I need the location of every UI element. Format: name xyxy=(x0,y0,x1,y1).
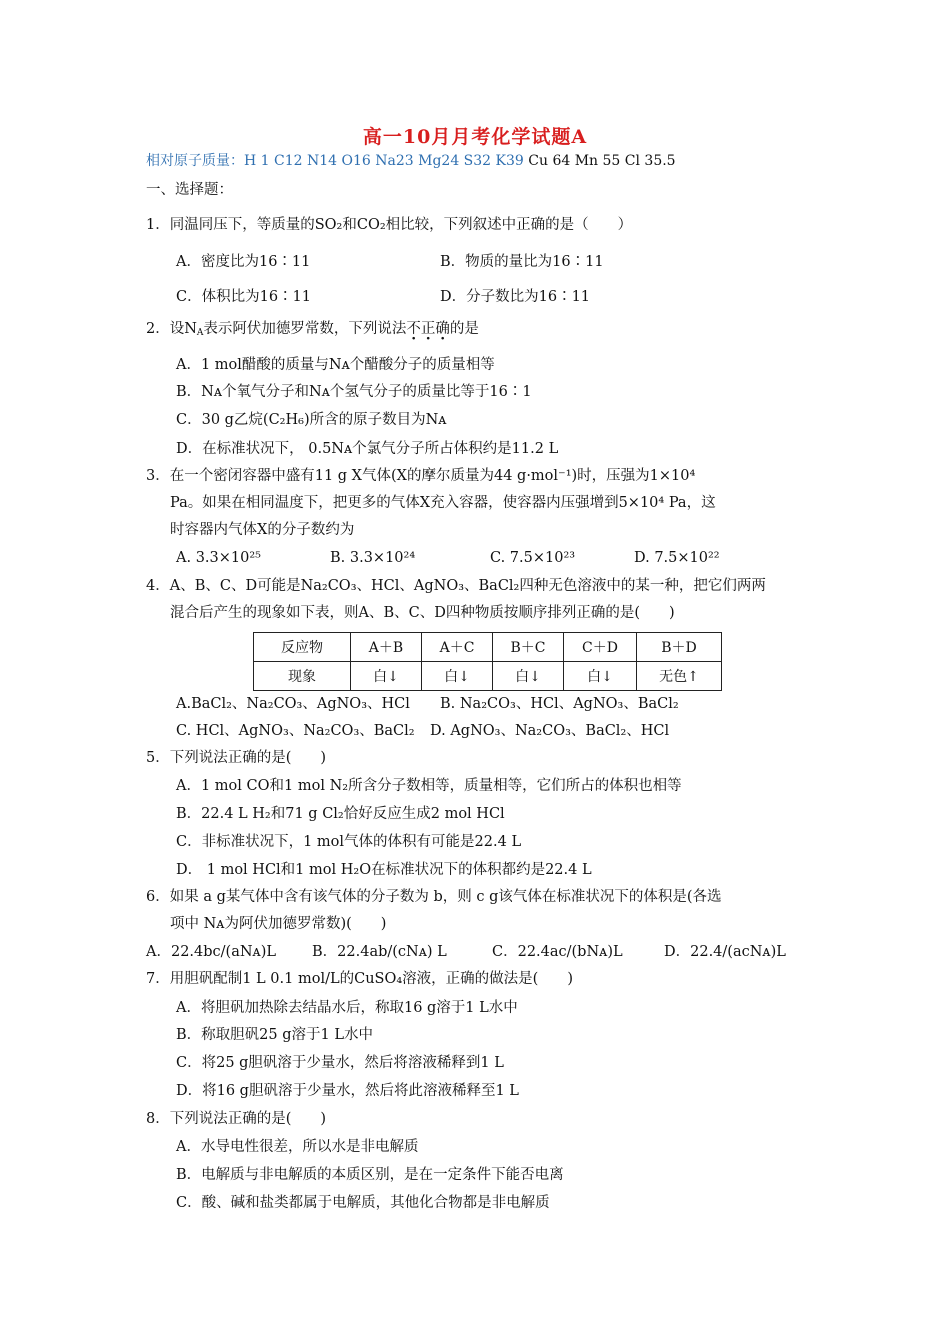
q7-option-a: A．将胆矾加热除去结晶水后，称取16 g溶于1 L水中 xyxy=(176,1000,518,1016)
q2-option-c: C．30 g乙烷(C₂H₆)所含的原子数目为Nᴀ xyxy=(176,412,447,428)
table-cell: 白↓ xyxy=(493,662,564,691)
table-cell: 现象 xyxy=(254,662,351,691)
q7-option-c: C．将25 g胆矾溶于少量水，然后将溶液稀释到1 L xyxy=(176,1055,504,1071)
q3-line1: 3．在一个密闭容器中盛有11 g X气体(X的摩尔质量为44 g·mol⁻¹)时，压强为1×10⁴ xyxy=(146,468,696,484)
table-cell: B＋C xyxy=(493,633,564,662)
table-cell: 白↓ xyxy=(351,662,422,691)
q8-stem: 8．下列说法正确的是( ) xyxy=(146,1111,327,1127)
q1-option-d: D．分子数比为16∶11 xyxy=(440,289,591,305)
q6-option-c: C．22.4ac/(bNᴀ)L xyxy=(492,944,623,960)
q7-option-d: D．将16 g胆矾溶于少量水，然后将此溶液稀释至1 L xyxy=(176,1083,519,1099)
section-heading: 一、选择题： xyxy=(146,182,233,198)
q2-stem-mid: 表示阿伏加德罗常数，下列说法 xyxy=(203,321,407,337)
q8-option-a: A．水导电性很差，所以水是非电解质 xyxy=(176,1139,419,1155)
q2-emphasis-3: 确 xyxy=(435,321,450,337)
q1-option-b: B．物质的量比为16∶11 xyxy=(440,254,604,270)
q1-option-a: A．密度比为16∶11 xyxy=(176,254,311,270)
q2-option-a: A．1 mol醋酸的质量与Nᴀ个醋酸分子的质量相等 xyxy=(176,357,495,373)
q5-option-c: C．非标准状况下，1 mol气体的体积有可能是22.4 L xyxy=(176,834,522,850)
q7-stem: 7．用胆矾配制1 L 0.1 mol/L的CuSO₄溶液，正确的做法是( ) xyxy=(146,971,573,987)
q2-emphasis-1: 不 xyxy=(406,321,421,337)
q1-option-c: C．体积比为16∶11 xyxy=(176,289,311,305)
table-cell: 反应物 xyxy=(254,633,351,662)
q5-option-a: A．1 mol CO和1 mol N₂所含分子数相等，质量相等，它们所占的体积也相等 xyxy=(176,778,682,794)
q4-line1: 4．A、B、C、D可能是Na₂CO₃、HCl、AgNO₃、BaCl₂四种无色溶液中的某一种，把它们两两 xyxy=(146,578,766,594)
table-cell: A＋B xyxy=(351,633,422,662)
q6-option-d: D．22.4/(acNᴀ)L xyxy=(664,944,786,960)
q3-option-c: C. 7.5×10²³ xyxy=(490,550,576,566)
table-row xyxy=(254,662,722,691)
q3-line3: 时容器内气体X的分子数约为 xyxy=(170,522,355,538)
q6-option-b: B．22.4ab/(cNᴀ) L xyxy=(312,944,447,960)
atomic-masses xyxy=(146,150,676,170)
q6-line1: 6．如果 a g某气体中含有该气体的分子数为 b，则 c g该气体在标准状况下的体积是(各选 xyxy=(146,889,722,905)
table-cell: 白↓ xyxy=(564,662,637,691)
table-cell: B＋D xyxy=(637,633,722,662)
atomic-masses-part2: Cu 64 Mn 55 Cl 35.5 xyxy=(528,153,676,169)
q2-stem-pre: 2．设N xyxy=(146,321,197,337)
q5-stem: 5．下列说法正确的是( ) xyxy=(146,750,327,766)
q4-line2: 混合后产生的现象如下表，则A、B、C、D四种物质按顺序排列正确的是( ) xyxy=(170,605,675,621)
table-cell: A＋C xyxy=(422,633,493,662)
q3-option-b: B. 3.3×10²⁴ xyxy=(330,550,416,566)
q8-option-b: B．电解质与非电解质的本质区别，是在一定条件下能否电离 xyxy=(176,1167,564,1183)
q4-option-c: C. HCl、AgNO₃、Na₂CO₃、BaCl₂ xyxy=(176,723,415,739)
table-cell: C＋D xyxy=(564,633,637,662)
atomic-masses-part1: 相对原子质量：H 1 C12 N14 O16 Na23 Mg24 S32 K39 xyxy=(146,153,524,169)
q4-option-a: A.BaCl₂、Na₂CO₃、AgNO₃、HCl xyxy=(176,696,410,712)
q1-stem: 1．同温同压下，等质量的SO₂和CO₂相比较，下列叙述中正确的是（ ） xyxy=(146,217,633,233)
q5-option-b: B．22.4 L H₂和71 g Cl₂恰好反应生成2 mol HCl xyxy=(176,806,505,822)
table-cell: 白↓ xyxy=(422,662,493,691)
q6-line2: 项中 Nᴀ为阿伏加德罗常数)( ) xyxy=(170,916,387,932)
q7-option-b: B．称取胆矾25 g溶于1 L水中 xyxy=(176,1027,373,1043)
q6-option-a: A．22.4bc/(aNᴀ)L xyxy=(146,944,277,960)
q5-option-d: D． 1 mol HCl和1 mol H₂O在标准状况下的体积都约是22.4 L xyxy=(176,862,592,878)
q2-stem-post: 的是 xyxy=(449,321,479,337)
table-header-row xyxy=(254,633,722,662)
q8-option-c: C．酸、碱和盐类都属于电解质，其他化合物都是非电解质 xyxy=(176,1195,550,1211)
q2-stem xyxy=(146,319,479,339)
reaction-table xyxy=(253,632,722,691)
q4-option-d: D. AgNO₃、Na₂CO₃、BaCl₂、HCl xyxy=(430,723,670,739)
q3-option-d: D. 7.5×10²² xyxy=(634,550,720,566)
q2-stem-sub: A xyxy=(196,328,204,338)
q3-option-a: A. 3.3×10²⁵ xyxy=(176,550,261,566)
q3-line2: Pa。如果在相同温度下，把更多的气体X充入容器，使容器内压强增到5×10⁴ Pa，这 xyxy=(170,495,716,511)
q2-option-d: D．在标准状况下， 0.5Nᴀ个氯气分子所占体积约是11.2 L xyxy=(176,441,559,457)
q2-option-b: B．Nᴀ个氧气分子和Nᴀ个氢气分子的质量比等于16∶1 xyxy=(176,384,532,400)
page-title: 高一10月月考化学试题A xyxy=(362,126,588,148)
q4-option-b: B. Na₂CO₃、HCl、AgNO₃、BaCl₂ xyxy=(440,696,679,712)
table-cell: 无色↑ xyxy=(637,662,722,691)
q2-emphasis-2: 正 xyxy=(420,321,436,337)
